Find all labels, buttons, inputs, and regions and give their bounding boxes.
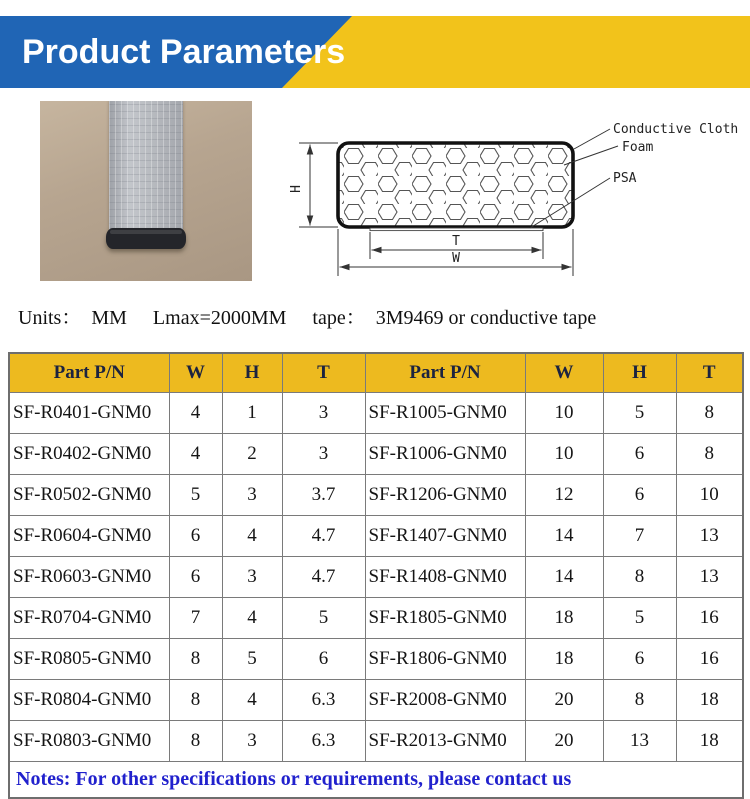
dimension-value-cell: 18 xyxy=(676,721,743,762)
dimension-value-cell: 4 xyxy=(222,680,282,721)
col-header-h-2: H xyxy=(603,353,676,393)
dimension-value-cell: 6 xyxy=(169,516,222,557)
dimension-value-cell: 20 xyxy=(525,680,603,721)
dimension-value-cell: 2 xyxy=(222,434,282,475)
dimension-value-cell: 7 xyxy=(603,516,676,557)
dimension-value-cell: 10 xyxy=(525,434,603,475)
dimension-value-cell: 3.7 xyxy=(282,475,365,516)
part-number-cell: SF-R0805-GNM0 xyxy=(9,639,169,680)
dimension-value-cell: 10 xyxy=(525,393,603,434)
part-number-cell: SF-R1806-GNM0 xyxy=(365,639,525,680)
dim-label-h: H xyxy=(289,185,304,193)
dimension-value-cell: 6 xyxy=(603,434,676,475)
table-row xyxy=(9,516,743,557)
part-number-cell: SF-R0402-GNM0 xyxy=(9,434,169,475)
part-number-cell: SF-R0401-GNM0 xyxy=(9,393,169,434)
part-number-cell: SF-R1206-GNM0 xyxy=(365,475,525,516)
units-line xyxy=(18,301,596,330)
part-number-cell: SF-R0803-GNM0 xyxy=(9,721,169,762)
table-row xyxy=(9,598,743,639)
dimension-value-cell: 3 xyxy=(222,475,282,516)
table-row xyxy=(9,393,743,434)
dimension-value-cell: 8 xyxy=(169,721,222,762)
dim-label-w: W xyxy=(452,251,460,266)
dimension-value-cell: 14 xyxy=(525,557,603,598)
table-row xyxy=(9,475,743,516)
tape-label: tape： xyxy=(312,307,366,329)
col-header-h-1: H xyxy=(222,353,282,393)
lmax-value: Lmax=2000MM xyxy=(152,307,287,329)
dimension-value-cell: 14 xyxy=(525,516,603,557)
col-header-t-1: T xyxy=(282,353,365,393)
dimension-value-cell: 13 xyxy=(676,516,743,557)
part-number-cell: SF-R0604-GNM0 xyxy=(9,516,169,557)
dimension-value-cell: 5 xyxy=(282,598,365,639)
dimension-value-cell: 13 xyxy=(603,721,676,762)
foam-body-outline xyxy=(338,143,573,227)
psa-layer xyxy=(370,228,543,231)
part-number-cell: SF-R0502-GNM0 xyxy=(9,475,169,516)
units-value: MM xyxy=(91,307,127,329)
dimension-value-cell: 5 xyxy=(603,393,676,434)
page-title: Product Parameters xyxy=(22,32,346,71)
part-number-cell: SF-R0804-GNM0 xyxy=(9,680,169,721)
dimension-value-cell: 6 xyxy=(169,557,222,598)
dimension-value-cell: 3 xyxy=(282,434,365,475)
table-row xyxy=(9,434,743,475)
dimension-value-cell: 18 xyxy=(676,680,743,721)
dimension-value-cell: 8 xyxy=(169,680,222,721)
part-number-cell: SF-R0603-GNM0 xyxy=(9,557,169,598)
title-banner xyxy=(0,16,750,88)
dimension-value-cell: 4 xyxy=(169,434,222,475)
col-header-w-1: W xyxy=(169,353,222,393)
dimension-value-cell: 6.3 xyxy=(282,680,365,721)
col-header-w-2: W xyxy=(525,353,603,393)
dimension-value-cell: 13 xyxy=(676,557,743,598)
dimension-value-cell: 4 xyxy=(222,598,282,639)
col-header-t-2: T xyxy=(676,353,743,393)
dimension-value-cell: 3 xyxy=(282,393,365,434)
dimension-value-cell: 8 xyxy=(676,393,743,434)
spec-table xyxy=(8,352,744,799)
dimension-value-cell: 16 xyxy=(676,598,743,639)
spec-table-body xyxy=(9,393,743,762)
part-number-cell: SF-R1408-GNM0 xyxy=(365,557,525,598)
dimension-value-cell: 20 xyxy=(525,721,603,762)
dimension-value-cell: 6.3 xyxy=(282,721,365,762)
dimension-value-cell: 1 xyxy=(222,393,282,434)
foam-strip-end-highlight xyxy=(110,230,182,234)
dimension-value-cell: 18 xyxy=(525,598,603,639)
table-header-row xyxy=(9,353,743,393)
dimension-value-cell: 5 xyxy=(603,598,676,639)
dimension-value-cell: 5 xyxy=(222,639,282,680)
part-number-cell: SF-R1407-GNM0 xyxy=(365,516,525,557)
table-row xyxy=(9,557,743,598)
dimension-value-cell: 16 xyxy=(676,639,743,680)
dimension-value-cell: 3 xyxy=(222,557,282,598)
dimension-value-cell: 4.7 xyxy=(282,557,365,598)
dimension-value-cell: 4 xyxy=(169,393,222,434)
tape-value: 3M9469 or conductive tape xyxy=(375,307,597,329)
dimension-value-cell: 8 xyxy=(169,639,222,680)
dimension-value-cell: 5 xyxy=(169,475,222,516)
dimension-value-cell: 6 xyxy=(282,639,365,680)
dimension-value-cell: 7 xyxy=(169,598,222,639)
notes-row xyxy=(9,762,743,799)
part-number-cell: SF-R0704-GNM0 xyxy=(9,598,169,639)
dimension-value-cell: 6 xyxy=(603,639,676,680)
table-row xyxy=(9,680,743,721)
part-number-cell: SF-R1005-GNM0 xyxy=(365,393,525,434)
dimension-value-cell: 3 xyxy=(222,721,282,762)
table-row xyxy=(9,639,743,680)
table-row xyxy=(9,721,743,762)
dimension-value-cell: 10 xyxy=(676,475,743,516)
dimension-value-cell: 12 xyxy=(525,475,603,516)
spec-table-container xyxy=(8,352,742,799)
dimension-value-cell: 4 xyxy=(222,516,282,557)
dimension-value-cell: 8 xyxy=(676,434,743,475)
part-number-cell: SF-R1006-GNM0 xyxy=(365,434,525,475)
part-number-cell: SF-R2013-GNM0 xyxy=(365,721,525,762)
col-header-part-1: Part P/N xyxy=(9,353,169,393)
callout-psa: PSA xyxy=(613,171,637,186)
part-number-cell: SF-R2008-GNM0 xyxy=(365,680,525,721)
part-number-cell: SF-R1805-GNM0 xyxy=(365,598,525,639)
dim-label-t: T xyxy=(452,234,460,249)
dimension-value-cell: 6 xyxy=(603,475,676,516)
units-label: Units： xyxy=(18,307,82,329)
callout-conductive-cloth: Conductive Cloth xyxy=(613,122,739,137)
dimension-value-cell: 8 xyxy=(603,557,676,598)
callout-foam: Foam xyxy=(622,140,654,155)
dimension-value-cell: 18 xyxy=(525,639,603,680)
col-header-part-2: Part P/N xyxy=(365,353,525,393)
foam-strip-image xyxy=(109,101,183,231)
dimension-value-cell: 4.7 xyxy=(282,516,365,557)
cross-section-diagram xyxy=(288,98,750,295)
product-photo xyxy=(40,101,252,281)
notes-text: Notes: For other specifications or requirements, please contact us xyxy=(9,762,743,799)
dimension-value-cell: 8 xyxy=(603,680,676,721)
